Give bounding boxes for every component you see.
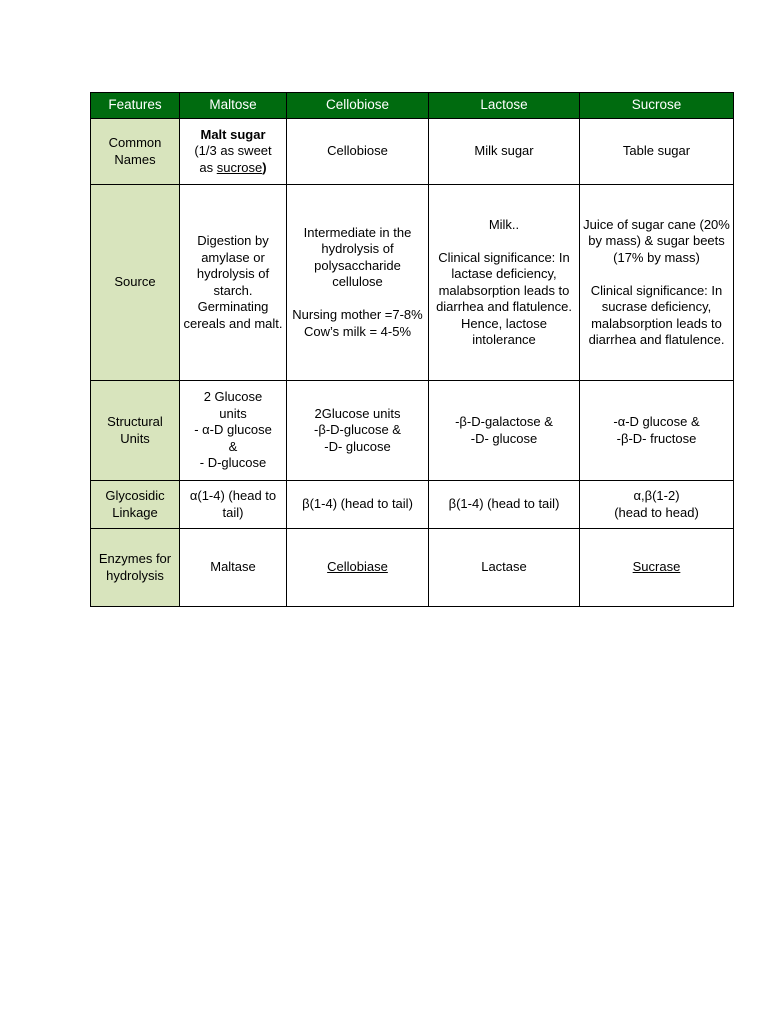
text-line: -β-D-galactose & [455, 414, 553, 429]
cell-cellobiose-glycosidic-linkage: β(1-4) (head to tail) [287, 481, 429, 529]
header-sucrose: Sucrose [580, 93, 734, 119]
text-line: - α-D glucose [194, 422, 272, 438]
text-line: -D- glucose [324, 438, 391, 454]
cell-sucrose-structural-units [580, 381, 734, 481]
row-header-glycosidic-linkage: Glycosidic Linkage [91, 481, 180, 529]
maltose-sweetness-note-2 [183, 160, 283, 177]
cell-cellobiose-structural-units [287, 381, 429, 481]
text-line: -α-D glucose & [613, 414, 700, 429]
sucrose-link[interactable]: sucrose [216, 159, 263, 175]
cellobiase-link[interactable]: Cellobiase [327, 559, 388, 575]
text-line: units [219, 405, 247, 421]
text-line: 2 Glucose [203, 389, 263, 405]
header-cellobiose: Cellobiose [287, 93, 429, 119]
close-paren: ) [262, 159, 267, 175]
cell-lactose-enzyme: Lactase [429, 529, 580, 607]
row-common-names [91, 119, 734, 185]
row-source [91, 185, 734, 381]
sucrose-source-p2: Clinical significance: In sucrase deficiency, malabsorption leads to diarrhea and flatulence. [588, 282, 725, 347]
row-header-enzymes: Enzymes for hydrolysis [91, 529, 180, 607]
cellobiose-source-p2: Nursing mother =7-8% [292, 307, 423, 323]
header-row [91, 93, 734, 119]
cell-lactose-structural-units [429, 381, 580, 481]
cell-sucrose-source [580, 185, 734, 381]
text-line: 2Glucose units [314, 405, 401, 421]
maltose-sweetness-note: (1/3 as sweet [194, 143, 272, 159]
cell-maltose-glycosidic-linkage: α(1-4) (head to tail) [180, 481, 287, 529]
cellobiose-source-p1: Intermediate in the hydrolysis of polysaccharide cellulose [303, 224, 412, 290]
header-lactose: Lactose [429, 93, 580, 119]
cell-sucrose-enzyme [580, 529, 734, 607]
text-line: (head to head) [614, 504, 699, 520]
header-features: Features [91, 93, 180, 119]
cell-lactose-source [429, 185, 580, 381]
cell-cellobiose-enzyme [287, 529, 429, 607]
text-line: -β-D- fructose [616, 430, 697, 446]
cell-cellobiose-source [287, 185, 429, 381]
cell-lactose-glycosidic-linkage: β(1-4) (head to tail) [429, 481, 580, 529]
row-structural-units [91, 381, 734, 481]
row-header-source: Source [91, 185, 180, 381]
text-line: - D-glucose [199, 455, 267, 471]
spacer [432, 233, 576, 250]
text-line: -D- glucose [470, 430, 538, 446]
cell-maltose-source: Digestion by amylase or hydrolysis of starch. Germinating cereals and malt. [180, 185, 287, 381]
text-line: -β-D-glucose & [314, 422, 401, 438]
cell-maltose-structural-units [180, 381, 287, 481]
cell-maltose-enzyme: Maltase [180, 529, 287, 607]
disaccharides-table [90, 92, 734, 607]
text-line: & [228, 438, 238, 454]
row-glycosidic-linkage [91, 481, 734, 529]
lactose-source-p1: Milk.. [488, 216, 520, 232]
cell-sucrose-glycosidic-linkage [580, 481, 734, 529]
as-text: as [199, 159, 217, 175]
text-line: α,β(1-2) [633, 488, 680, 503]
cell-sucrose-common-names: Table sugar [580, 119, 734, 185]
spacer [583, 266, 730, 283]
row-header-structural-units: Structural Units [91, 381, 180, 481]
sucrase-link[interactable]: Sucrase [632, 559, 681, 575]
row-enzymes [91, 529, 734, 607]
cell-cellobiose-common-names: Cellobiose [287, 119, 429, 185]
spacer [290, 291, 425, 308]
maltose-common-name: Malt sugar [200, 126, 266, 142]
cellobiose-source-p3: Cow’s milk = 4-5% [303, 323, 412, 339]
header-maltose: Maltose [180, 93, 287, 119]
cell-maltose-common-names [180, 119, 287, 185]
sucrose-source-p1: Juice of sugar cane (20% by mass) & sugar beets (17% by mass) [583, 216, 730, 265]
row-header-common-names: Common Names [91, 119, 180, 185]
cell-lactose-common-names: Milk sugar [429, 119, 580, 185]
lactose-source-p2: Clinical significance: In lactase deficiency, malabsorption leads to diarrhea and flatulence. Hence, lactose intolerance [436, 249, 572, 347]
